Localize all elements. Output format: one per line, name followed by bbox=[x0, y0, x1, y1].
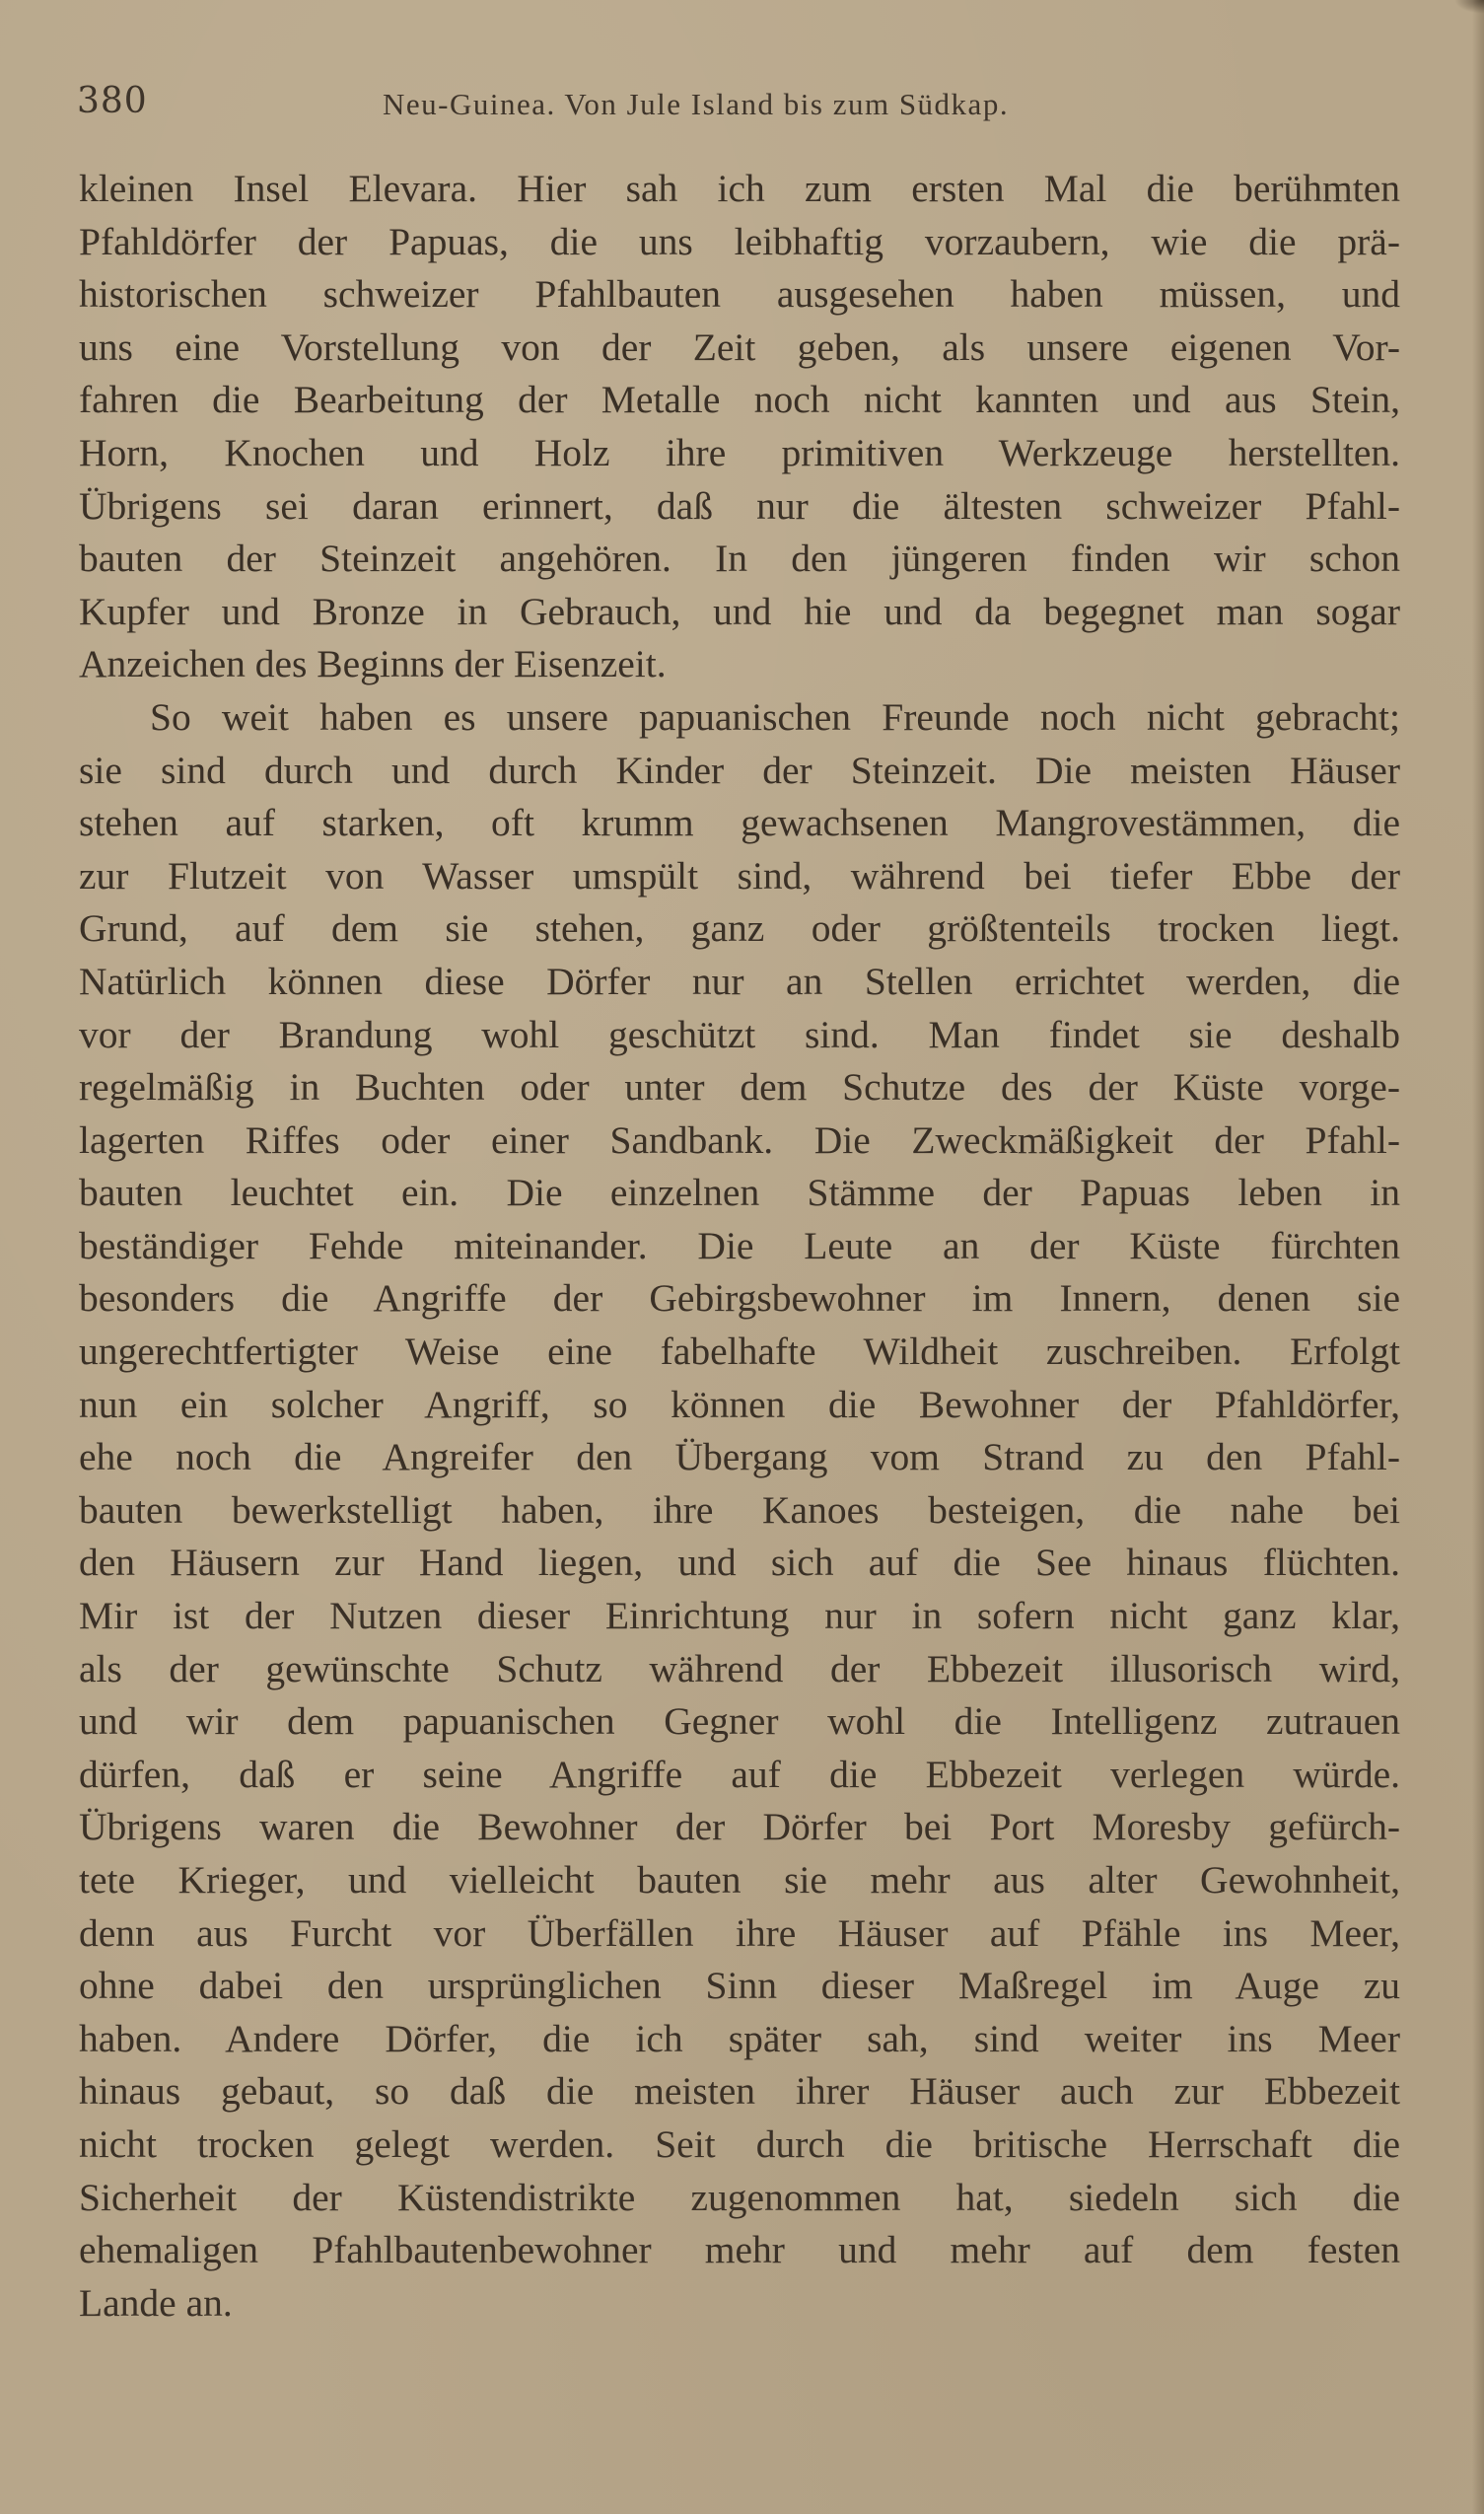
text-line: Mir ist der Nutzen dieser Einrichtung nur in sofern nicht ganz klar, bbox=[79, 1594, 1400, 1638]
page-number: 380 bbox=[77, 81, 148, 121]
text-line: ehemaligen Pfahlbautenbewohner mehr und mehr auf dem festen bbox=[79, 2228, 1400, 2272]
text-line: denn aus Furcht vor Überfällen ihre Häuser auf Pfähle ins Meer, bbox=[79, 1910, 1400, 1955]
text-line: lagerten Riffes oder einer Sandbank. Die Zweckmäßigkeit der Pfahl- bbox=[79, 1117, 1400, 1162]
text-line: tete Krieger, und vielleicht bauten sie mehr aus alter Gewohnheit, bbox=[79, 1858, 1400, 1902]
text-line: Übrigens waren die Bewohner der Dörfer bei Port Moresby gefürch- bbox=[79, 1805, 1400, 1849]
text-line: zur Flutzeit von Wasser umspült sind, während bei tiefer Ebbe der bbox=[79, 853, 1400, 898]
text-line: ohne dabei den ursprünglichen Sinn dieser Maßregel im Auge zu bbox=[79, 1964, 1400, 2008]
paragraph-end-line: Lande an. bbox=[79, 2280, 233, 2325]
page-edge-shadow bbox=[1472, 0, 1484, 2514]
text-line: den Häusern zur Hand liegen, und sich auf die See hinaus flüchten. bbox=[79, 1541, 1400, 1585]
text-line: Kupfer und Bronze in Gebrauch, und hie und da begegnet man sogar bbox=[79, 589, 1400, 633]
text-line: sie sind durch und durch Kinder der Steinzeit. Die meisten Häuser bbox=[79, 748, 1400, 792]
text-line: beständiger Fehde miteinander. Die Leute an der Küste fürchten bbox=[79, 1223, 1400, 1267]
text-line: haben. Andere Dörfer, die ich später sah, sind weiter ins Meer bbox=[79, 2016, 1400, 2060]
text-line: historischen schweizer Pfahlbauten ausgesehen haben müssen, und bbox=[79, 272, 1400, 317]
text-line: bauten der Steinzeit angehören. In den jüngeren finden wir schon bbox=[79, 537, 1400, 581]
text-line: Horn, Knochen und Holz ihre primitiven Werkzeuge herstellten. bbox=[79, 430, 1400, 474]
text-line: ehe noch die Angreifer den Übergang vom Strand zu den Pfahl- bbox=[79, 1435, 1400, 1479]
text-line: vor der Brandung wohl geschützt sind. Man findet sie deshalb bbox=[79, 1012, 1400, 1056]
text-line: ungerechtfertigter Weise eine fabelhafte Wildheit zuschreiben. Erfolgt bbox=[79, 1329, 1400, 1374]
text-line: uns eine Vorstellung von der Zeit geben, als unsere eigenen Vor- bbox=[79, 324, 1400, 369]
corner-smudge bbox=[1454, 0, 1484, 14]
text-line: als der gewünschte Schutz während der Ebbezeit illusorisch wird, bbox=[79, 1646, 1400, 1690]
text-line: hinaus gebaut, so daß die meisten ihrer Häuser auch zur Ebbezeit bbox=[79, 2069, 1400, 2114]
text-line: regelmäßig in Buchten oder unter dem Schutze des der Küste vorge- bbox=[79, 1065, 1400, 1110]
running-head bbox=[77, 81, 1398, 130]
text-line: nicht trocken gelegt werden. Seit durch die britische Herrschaft die bbox=[79, 2121, 1400, 2166]
text-line: bauten bewerkstelligt haben, ihre Kanoes besteigen, die nahe bei bbox=[79, 1487, 1400, 1532]
text-line: dürfen, daß er seine Angriffe auf die Ebbezeit verlegen würde. bbox=[79, 1752, 1400, 1796]
text-line: Sicherheit der Küstendistrikte zugenommen hat, siedeln sich die bbox=[79, 2175, 1400, 2219]
text-line: fahren die Bearbeitung der Metalle noch nicht kannten und aus Stein, bbox=[79, 378, 1400, 422]
text-line: Natürlich können diese Dörfer nur an Stellen errichtet werden, die bbox=[79, 959, 1400, 1003]
text-line: Grund, auf dem sie stehen, ganz oder größtenteils trocken liegt. bbox=[79, 906, 1400, 951]
text-line: nun ein solcher Angriff, so können die Bewohner der Pfahldörfer, bbox=[79, 1382, 1400, 1426]
text-line: Pfahldörfer der Papuas, die uns leibhaftig vorzaubern, wie die prä- bbox=[79, 219, 1400, 263]
text-line: Übrigens sei daran erinnert, daß nur die ältesten schweizer Pfahl- bbox=[79, 483, 1400, 528]
body-text bbox=[79, 163, 1400, 2330]
paragraph-start-line: So weit haben es unsere papuanischen Freunde noch nicht gebracht; bbox=[150, 694, 1400, 739]
text-line: besonders die Angriffe der Gebirgsbewohner im Innern, denen sie bbox=[79, 1276, 1400, 1321]
paragraph-end-line: Anzeichen des Beginns der Eisenzeit. bbox=[79, 642, 667, 686]
text-line: stehen auf starken, oft krumm gewachsenen Mangrovestämmen, die bbox=[79, 801, 1400, 845]
text-line: und wir dem papuanischen Gegner wohl die Intelligenz zutrauen bbox=[79, 1699, 1400, 1744]
text-line: bauten leuchtet ein. Die einzelnen Stämme der Papuas leben in bbox=[79, 1171, 1400, 1215]
text-line: kleinen Insel Elevara. Hier sah ich zum ersten Mal die berühmten bbox=[79, 167, 1400, 210]
running-title: Neu-Guinea. Von Jule Island bis zum Südkap. bbox=[383, 87, 1010, 121]
